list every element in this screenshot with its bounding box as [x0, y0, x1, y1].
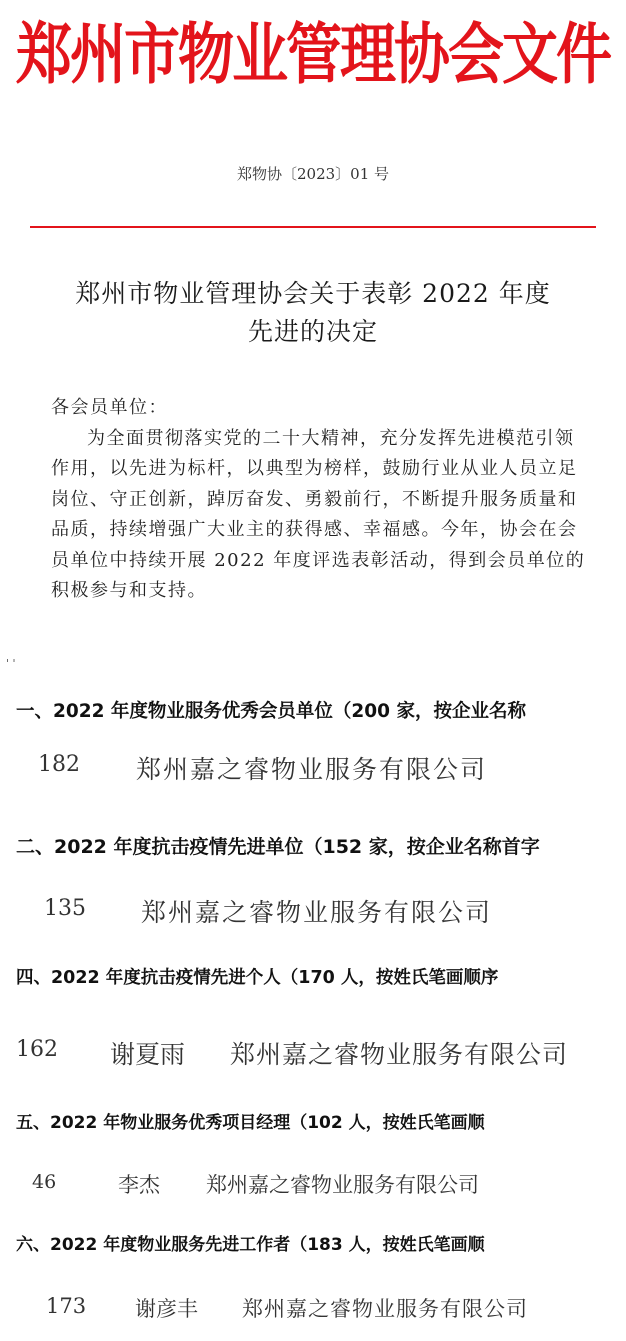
salutation: 各会员单位：: [51, 397, 168, 418]
section-heading-6: 六、2022 年度物业服务先进工作者（183 人，按姓氏笔画顺: [16, 1235, 485, 1255]
entry-company-2: 郑州嘉之睿物业服务有限公司: [141, 898, 493, 927]
body-paragraph: 为全面贯彻落实党的二十大精神，充分发挥先进模范引领作用，以先进为标杆，以典型为榜样，鼓励行业从业人员立足岗位、守正创新，踔厉奋发、勇毅前行，不断提升服务质量和品质，持续增强广大业主的获得感、幸福感。今年，协会在会员单位中持续开展 2022 年度评选表彰活动，得到会员单位的积极参与和支持。: [51, 427, 586, 601]
entry-company-6: 郑州嘉之睿物业服务有限公司: [242, 1297, 528, 1321]
entry-company-4: 郑州嘉之睿物业服务有限公司: [230, 1040, 569, 1069]
entry-company-1: 郑州嘉之睿物业服务有限公司: [136, 755, 488, 784]
entry-number-5: 46: [32, 1171, 57, 1193]
entry-number-4: 162: [16, 1037, 58, 1062]
entry-person-6: 谢彦丰: [135, 1297, 198, 1321]
document-body: [51, 393, 591, 607]
entry-company-5: 郑州嘉之睿物业服务有限公司: [206, 1173, 479, 1197]
section-heading-1: 一、2022 年度物业服务优秀会员单位（200 家，按企业名称: [16, 701, 526, 722]
entry-number-2: 135: [44, 896, 86, 921]
section-heading-2: 二、2022 年度抗击疫情先进单位（152 家，按企业名称首字: [16, 836, 540, 858]
red-divider: [30, 226, 596, 228]
scan-marker: ' ': [6, 657, 16, 670]
entry-person-4: 谢夏雨: [110, 1040, 186, 1069]
entry-person-5: 李杰: [118, 1173, 160, 1197]
document-title-line-1: 郑州市物业管理协会关于表彰 2022 年度: [75, 279, 551, 308]
entry-number-1: 182: [38, 752, 80, 777]
entry-number-6: 173: [46, 1294, 87, 1318]
masthead-title: 郑州市物业管理协会文件: [16, 16, 610, 94]
section-heading-5: 五、2022 年物业服务优秀项目经理（102 人，按姓氏笔画顺: [16, 1113, 485, 1133]
section-heading-4: 四、2022 年度抗击疫情先进个人（170 人，按姓氏笔画顺序: [16, 968, 499, 988]
document-number: 郑物协〔2023〕01 号: [236, 165, 390, 183]
document-title-line-2: 先进的决定: [247, 317, 378, 346]
